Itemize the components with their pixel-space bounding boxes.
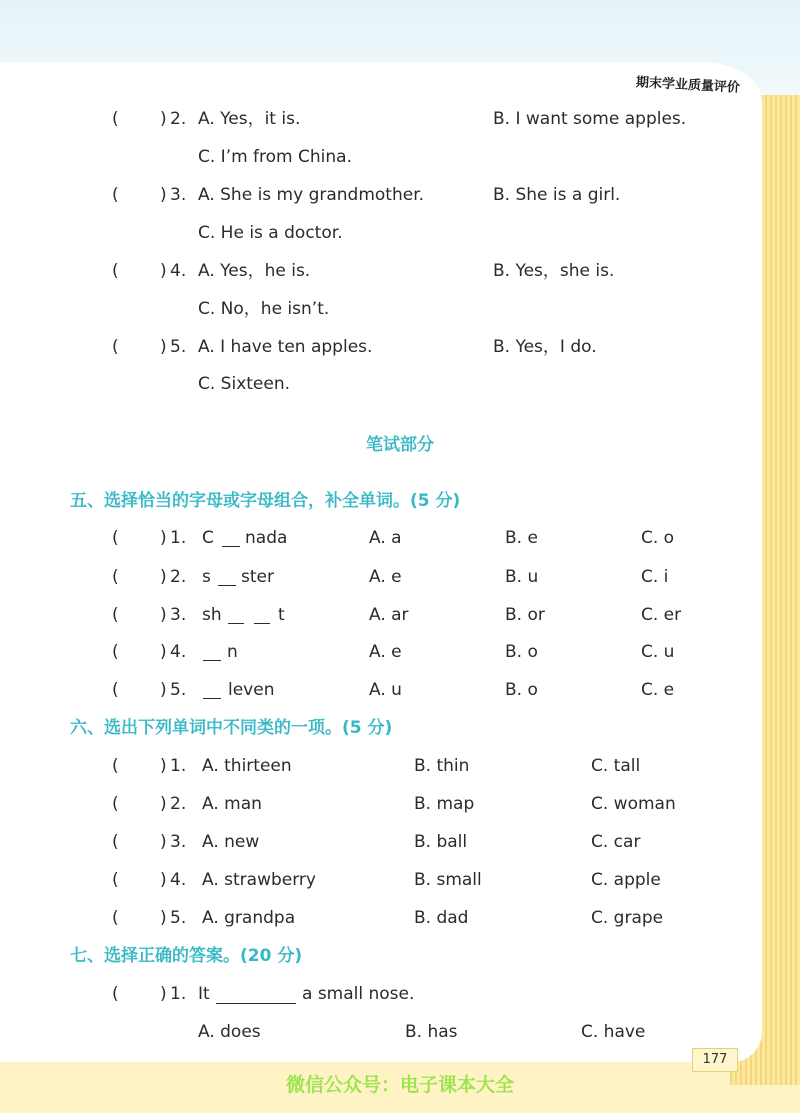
fill-blank[interactable] <box>254 607 270 624</box>
answer-paren-close: ) <box>160 870 167 890</box>
option-c: C. have <box>581 1022 646 1042</box>
answer-paren-close: ) <box>160 984 167 1004</box>
option-b: B. dad <box>414 908 469 928</box>
option-c: C. tall <box>591 756 641 776</box>
question-number: 3. <box>170 832 187 852</box>
sentence-end: a small nose. <box>302 984 415 1004</box>
page-number: 177 <box>692 1048 738 1072</box>
answer-paren-close: ) <box>160 261 167 281</box>
option-a: A. She is my grandmother. <box>198 185 425 205</box>
option-b: B. u <box>505 567 539 587</box>
answer-paren-close: ) <box>160 528 167 548</box>
word-suffix: t <box>278 605 285 625</box>
option-a: A. u <box>369 680 402 700</box>
section6-title: 六、选出下列单词中不同类的一项。(5 分) <box>70 718 393 738</box>
answer-paren-open[interactable]: ( <box>112 337 119 357</box>
option-b: B. thin <box>414 756 470 776</box>
answer-paren-open[interactable]: ( <box>112 109 119 129</box>
answer-paren-close: ) <box>160 680 167 700</box>
answer-paren-open[interactable]: ( <box>112 832 119 852</box>
answer-paren-close: ) <box>160 567 167 587</box>
option-b: B. has <box>405 1022 458 1042</box>
option-a: A. new <box>202 832 260 852</box>
answer-paren-open[interactable]: ( <box>112 870 119 890</box>
sentence-start: It <box>198 984 210 1004</box>
option-b: B. I want some apples. <box>493 109 687 129</box>
option-a: A. thirteen <box>202 756 292 776</box>
answer-paren-open[interactable]: ( <box>112 567 119 587</box>
word-suffix: ster <box>241 567 274 587</box>
word-suffix: n <box>227 642 238 662</box>
option-a: A. Yes，he is. <box>198 261 311 281</box>
option-b: B. or <box>505 605 545 625</box>
answer-paren-close: ) <box>160 337 167 357</box>
option-b: B. o <box>505 680 538 700</box>
option-c: C. o <box>641 528 675 548</box>
fill-blank[interactable] <box>218 569 236 586</box>
question-number: 2. <box>170 794 187 814</box>
answer-paren-close: ) <box>160 185 167 205</box>
fill-blank[interactable] <box>228 607 244 624</box>
answer-paren-open[interactable]: ( <box>112 605 119 625</box>
wechat-watermark: 微信公众号：电子课本大全 <box>285 1074 514 1096</box>
option-c: C. Sixteen. <box>198 374 291 394</box>
answer-paren-open[interactable]: ( <box>112 528 119 548</box>
option-c: C. woman <box>591 794 676 814</box>
question-number: 1. <box>170 984 187 1004</box>
answer-paren-open[interactable]: ( <box>112 908 119 928</box>
option-a: A. strawberry <box>202 870 316 890</box>
option-c: C. car <box>591 832 641 852</box>
option-c: C. er <box>641 605 682 625</box>
option-a: A. man <box>202 794 262 814</box>
answer-paren-open[interactable]: ( <box>112 261 119 281</box>
answer-paren-close: ) <box>160 794 167 814</box>
fill-blank[interactable] <box>216 987 296 1004</box>
option-a: A. ar <box>369 605 409 625</box>
option-c: C. No，he isn’t. <box>198 299 330 319</box>
fill-blank[interactable] <box>203 644 221 661</box>
option-a: A. I have ten apples. <box>198 337 373 357</box>
option-c: C. i <box>641 567 669 587</box>
answer-paren-close: ) <box>160 605 167 625</box>
question-number: 3. <box>170 185 187 205</box>
word-suffix: leven <box>228 680 275 700</box>
word-prefix: s <box>202 567 211 587</box>
option-b: B. She is a girl. <box>493 185 621 205</box>
answer-paren-open[interactable]: ( <box>112 185 119 205</box>
section7-title: 七、选择正确的答案。(20 分) <box>70 946 303 966</box>
option-b: B. Yes，she is. <box>493 261 615 281</box>
question-number: 4. <box>170 870 187 890</box>
option-a: A. e <box>369 567 402 587</box>
option-c: C. I’m from China. <box>198 147 352 167</box>
option-b: B. small <box>414 870 482 890</box>
question-number: 5. <box>170 337 187 357</box>
word-prefix: C <box>202 528 214 548</box>
option-b: B. ball <box>414 832 468 852</box>
question-number: 2. <box>170 109 187 129</box>
answer-paren-open[interactable]: ( <box>112 984 119 1004</box>
written-part-title: 笔试部分 <box>366 435 434 455</box>
question-number: 1. <box>170 528 187 548</box>
option-a: A. does <box>198 1022 261 1042</box>
option-c: C. He is a doctor. <box>198 223 343 243</box>
option-b: B. o <box>505 642 538 662</box>
header-title: 期末学业质量评价 <box>635 75 741 96</box>
answer-paren-close: ) <box>160 642 167 662</box>
answer-paren-close: ) <box>160 908 167 928</box>
answer-paren-close: ) <box>160 832 167 852</box>
question-number: 3. <box>170 605 187 625</box>
answer-paren-open[interactable]: ( <box>112 680 119 700</box>
answer-paren-close: ) <box>160 109 167 129</box>
question-number: 1. <box>170 756 187 776</box>
answer-paren-close: ) <box>160 756 167 776</box>
word-suffix: nada <box>245 528 288 548</box>
option-c: C. apple <box>591 870 661 890</box>
option-c: C. e <box>641 680 675 700</box>
answer-paren-open[interactable]: ( <box>112 642 119 662</box>
question-number: 4. <box>170 642 187 662</box>
option-a: A. a <box>369 528 402 548</box>
fill-blank[interactable] <box>222 530 240 547</box>
question-number: 4. <box>170 261 187 281</box>
answer-paren-open[interactable]: ( <box>112 756 119 776</box>
option-b: B. Yes，I do. <box>493 337 597 357</box>
option-a: A. Yes，it is. <box>198 109 301 129</box>
option-c: C. u <box>641 642 675 662</box>
fill-blank[interactable] <box>203 682 221 699</box>
option-b: B. map <box>414 794 475 814</box>
option-b: B. e <box>505 528 538 548</box>
question-number: 2. <box>170 567 187 587</box>
word-prefix: sh <box>202 605 222 625</box>
answer-paren-open[interactable]: ( <box>112 794 119 814</box>
option-a: A. e <box>369 642 402 662</box>
option-c: C. grape <box>591 908 664 928</box>
section5-title: 五、选择恰当的字母或字母组合，补全单词。(5 分) <box>70 491 461 511</box>
question-number: 5. <box>170 680 187 700</box>
question-number: 5. <box>170 908 187 928</box>
option-a: A. grandpa <box>202 908 296 928</box>
